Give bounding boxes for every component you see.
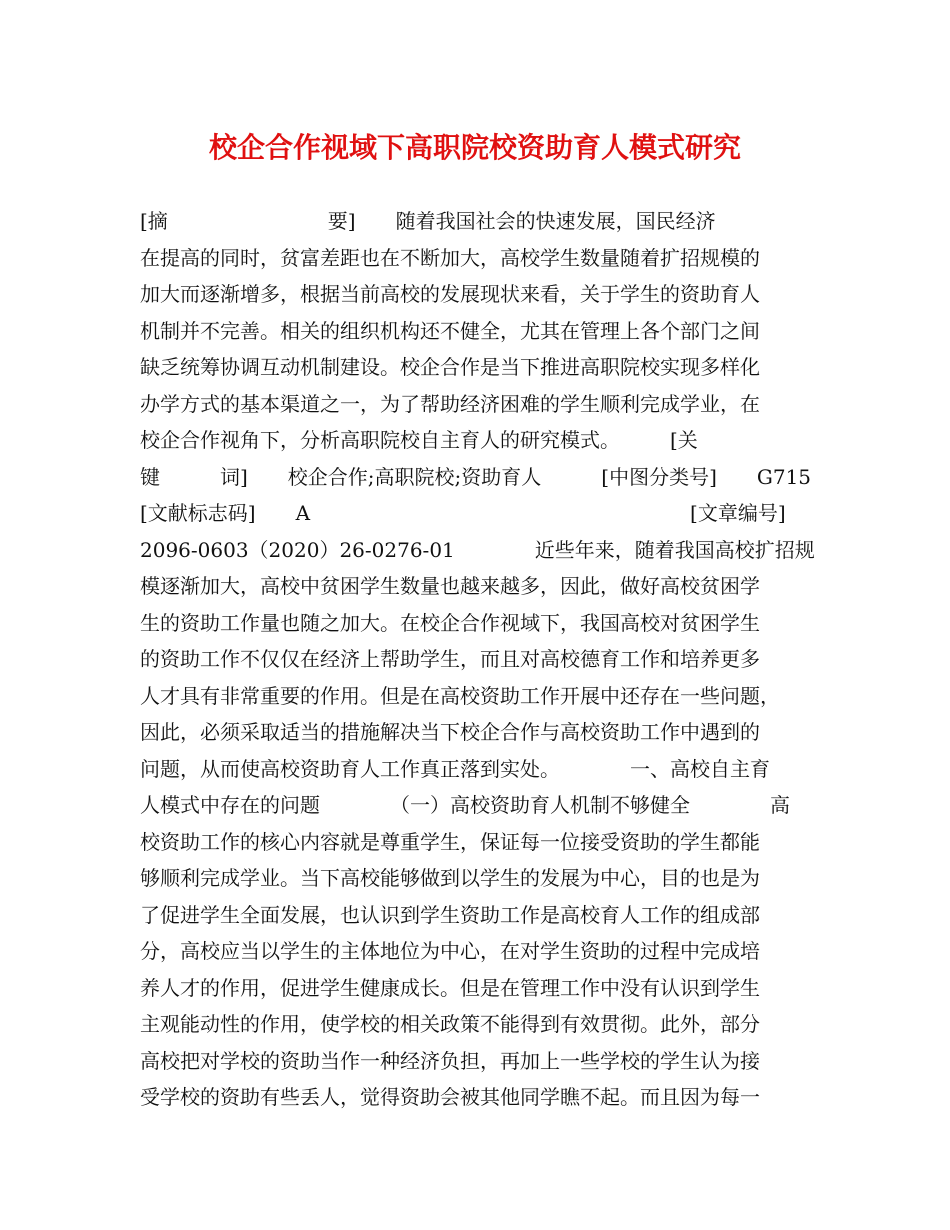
body-text-line: 的资助工作不仅仅在经济上帮助学生，而且对高校德育工作和培养更多 bbox=[140, 647, 760, 671]
body-text-line: 因此，必须采取适当的措施解决当下校企合作与高校资助工作中遇到的 bbox=[140, 720, 760, 744]
body-text-line: 主观能动性的作用，使学校的相关政策不能得到有效贯彻。此外，部分 bbox=[140, 1012, 760, 1036]
body-text-line: 在提高的同时，贫富差距也在不断加大，高校学生数量随着扩招规模的 bbox=[140, 245, 760, 270]
body-text-line: 模逐渐加大，高校中贫困学生数量也越来越多，因此，做好高校贫困学 bbox=[140, 574, 760, 598]
body-text-line: 键 词] 校企合作;高职院校;资助育人 [中图分类号] G715 bbox=[140, 464, 812, 489]
body-text-line: 分，高校应当以学生的主体地位为中心，在对学生资助的过程中完成培 bbox=[140, 939, 760, 963]
body-text-line: 养人才的作用，促进学生健康成长。但是在管理工作中没有认识到学生 bbox=[140, 975, 760, 1000]
body-text-line: 生的资助工作量也随之加大。在校企合作视域下，我国高校对贫困学生 bbox=[140, 610, 760, 635]
body-text-line: 够顺利完成学业。当下高校能够做到以学生的发展为中心，目的也是为 bbox=[140, 866, 760, 890]
body-text-line: 2096-0603（2020）26-0276-01 近些年来，随着我国高校扩招规 bbox=[140, 537, 815, 562]
document-body bbox=[140, 203, 815, 1116]
body-text-line: 校企合作视角下，分析高职院校自主育人的研究模式。 [关 bbox=[140, 428, 698, 452]
body-text-line: 机制并不完善。相关的组织机构还不健全，尤其在管理上各个部门之间 bbox=[140, 318, 760, 343]
body-text-line: 校资助工作的核心内容就是尊重学生，保证每一位接受资助的学生都能 bbox=[140, 829, 760, 854]
body-text-line: 人才具有非常重要的作用。但是在高校资助工作开展中还存在一些问题， bbox=[140, 683, 780, 708]
body-text-line: 办学方式的基本渠道之一，为了帮助经济困难的学生顺利完成学业，在 bbox=[140, 391, 760, 416]
body-text-line: 了促进学生全面发展，也认识到学生资助工作是高校育人工作的组成部 bbox=[140, 902, 760, 927]
body-text-line: 加大而逐渐增多，根据当前高校的发展现状来看，关于学生的资助育人 bbox=[140, 282, 760, 306]
body-text-line: 受学校的资助有些丢人，觉得资助会被其他同学瞧不起。而且因为每一 bbox=[140, 1085, 760, 1109]
document-title: 校企合作视域下高职院校资助育人模式研究 bbox=[208, 131, 741, 164]
body-text-line: 缺乏统筹协调互动机制建设。校企合作是当下推进高职院校实现多样化 bbox=[140, 355, 760, 379]
body-text-line: 人模式中存在的问题 （一）高校资助育人机制不够健全 高 bbox=[140, 793, 790, 817]
body-text-line: 高校把对学校的资助当作一种经济负担，再加上一些学校的学生认为接 bbox=[140, 1048, 760, 1073]
body-text-line: [摘 要] 随着我国社会的快速发展，国民经济 bbox=[140, 209, 716, 233]
body-text-line: 问题，从而使高校资助育人工作真正落到实处。 一、高校自主育 bbox=[140, 756, 770, 781]
body-text-line: [文献标志码] A [文章编号] bbox=[140, 501, 786, 525]
